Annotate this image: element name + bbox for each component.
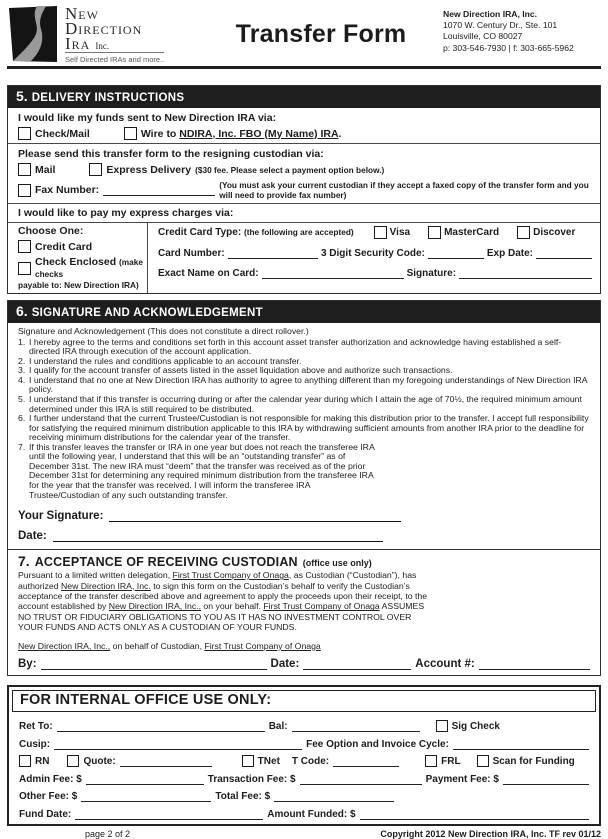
acceptance-text: on your behalf. [201,601,264,612]
other-fee-field[interactable] [81,790,211,802]
check-enclosed-checkbox[interactable] [18,262,31,275]
credit-card-checkbox[interactable] [18,240,31,253]
logo-inc: Inc. [95,41,110,51]
date-field[interactable] [53,529,383,542]
section-5-header [8,86,600,108]
card-type-row [158,226,592,239]
logo-line-2: Direction [65,19,143,38]
company-logo [7,6,199,64]
exp-date-field[interactable] [536,247,592,259]
s7-date-label: Date: [270,657,300,670]
payment-fee-field[interactable] [503,773,589,785]
ack-item-text: I qualify for the account transfer of assets listed in the asset liquidation above and authorize such transactions. [29,365,453,376]
internal-office-use-box [7,685,601,826]
credit-card-label: Credit Card [35,240,93,253]
wire-checkbox[interactable] [124,127,137,140]
section-7-number: 7. [18,553,30,570]
wire-account-name: NDIRA, Inc. FBO (My Name) IRA [179,127,339,140]
acknowledgement-text [8,323,600,500]
s7-date-field[interactable] [303,657,411,670]
ack-item-7 [18,443,590,500]
account-number-label: Account #: [415,657,475,670]
wire-period: . [338,127,342,140]
check-enclosed-note2: payable to: New Direction IRA) [18,280,139,290]
header-divider [7,66,601,69]
tnet-checkbox[interactable] [242,755,254,767]
rn-label: RN [35,756,50,768]
ack-item-text: I understand that no one at New Direction IRA has authority to agree to anything different than my foregoing understandings of New Direction IRA policy. [29,374,588,395]
quote-checkbox[interactable] [67,755,79,767]
fee-option-field[interactable] [453,738,589,750]
admin-fee-field[interactable] [86,773,204,785]
fax-checkbox[interactable] [18,184,31,197]
logo-line-1: New [65,4,99,23]
page-number: page 2 of 2 [85,828,131,839]
section-7-title: ACCEPTANCE OF RECEIVING CUSTODIAN [34,555,298,570]
fund-date-label: Fund Date: [19,808,72,820]
check-enclosed-label [35,256,143,280]
company-contact: p: 303-546-7930 | f: 303-665-5962 [443,42,574,53]
mail-checkbox[interactable] [18,163,31,176]
frl-checkbox[interactable] [425,755,437,767]
check-mail-label: Check/Mail [35,127,90,140]
admin-fee-label: Admin Fee: $ [19,773,82,785]
your-signature-label: Your Signature: [18,510,104,523]
ret-to-row [9,715,599,733]
company-name: New Direction IRA, Inc. [443,9,538,19]
sig-check-label: Sig Check [451,721,500,733]
ack-item-text: I hereby agree to the terms and conditions set forth in this account asset transfer authorization and acknowledge having established a self-directed IRA through execution of the account application. [29,336,562,357]
ack-item-number: 3. [18,365,26,376]
delegation-line [8,641,600,651]
by-label: By: [18,657,37,670]
fund-date-field[interactable] [75,808,263,820]
exact-name-label: Exact Name on Card: [158,267,259,279]
acceptance-text: to sign this form on the Custodian’s behalf to verify the Custodian’s acceptance of the transfer described above and agreement to apply the proceeds upon their receipt, to the account established by [18,580,428,612]
express-delivery-checkbox[interactable] [89,163,102,176]
section-5-title: DELIVERY INSTRUCTIONS [31,92,185,104]
logo-line-3-row [65,36,164,53]
date-label: Date: [18,530,47,543]
page-footer [7,826,601,839]
bal-label: Bal: [268,721,288,733]
section-5-number: 5. [16,88,28,104]
fees-row-2 [9,785,599,803]
security-code-field[interactable] [428,247,484,259]
delegation-text: on behalf of Custodian, [110,640,205,651]
page-header [7,6,601,62]
fund-date-row [9,802,599,820]
scan-for-funding-checkbox[interactable] [477,755,489,767]
payment-area [8,223,600,293]
ack-item-number: 1. [18,336,26,347]
wire-label [141,128,342,140]
ret-to-label: Ret To: [19,721,53,733]
internal-office-title: FOR INTERNAL OFFICE USE ONLY: [12,690,596,712]
send-method-options [8,162,600,179]
discover-label: Discover [533,227,576,238]
section-7-office-note: (office use only) [302,558,372,569]
ack-item-text: I further understand that the current Trustee/Custodian is not responsible for making this distribution prior to the transfer. I accept full responsibility for satisfying the required minimum distribution applicable to this IRA by withdrawing sufficient amounts from another IRA prior to the deadline for receiving minimum distributions for the calendar year of the transfer. [29,413,589,443]
codes-row [9,750,599,768]
check-enclosed-option [18,253,143,280]
frl-label: FRL [441,756,461,768]
check-enclosed-note1: (make checks [35,257,144,279]
ack-item-4 [18,376,590,395]
section-6-title: SIGNATURE AND ACKNOWLEDGEMENT [31,307,263,319]
t-code-field[interactable] [333,755,399,767]
choose-one-label: Choose One: [18,225,84,237]
wire-prefix: Wire to [140,127,180,140]
funds-sent-options [8,126,600,144]
other-fee-label: Other Fee: $ [19,791,78,803]
form-title: Transfer Form [235,20,407,48]
fees-row-1 [9,767,599,785]
company-address1: 1070 W. Century Dr., Ste. 101 [443,20,558,31]
cusip-row [9,732,599,750]
scan-for-funding-label: Scan for Funding [492,756,575,768]
security-code-label: 3 Digit Security Code: [320,247,425,259]
ndira-name-underlined: New Direction IRA, Inc. [60,580,151,591]
ack-item-number: 2. [18,355,26,366]
ack-intro: Signature and Acknowledgement (This does not constitute a direct rollover.) [18,326,309,336]
acceptance-text: , as Custodian (“Custodian”), has authorized [18,570,417,591]
credit-card-detail-column [148,223,600,293]
company-address2: Louisville, CO 80027 [443,31,523,42]
mastercard-label: MasterCard [444,227,500,238]
express-charges-prompt: I would like to pay my express charges via: [8,204,600,223]
acceptance-text: Pursuant to a limited written delegation, [18,570,173,581]
fax-note: (You must ask your current custodian if they accept a faxed copy of the transfer form and you will need to provide fax number) [219,180,589,200]
funds-sent-prompt: I would like my funds sent to New Direction IRA via: [18,112,277,124]
your-signature-field[interactable] [109,509,401,522]
ack-item-text: I understand that if this transfer is occurring during or after the calendar year during which I attain the age of 70½, the required minimum amount determined under this IRA is still required to be distributed. [29,393,582,414]
logo-road-icon [7,6,59,62]
section-6-number: 6. [16,303,28,319]
ack-item-number: 5. [18,393,26,404]
cc-signature-label: Signature: [406,267,457,279]
cusip-field[interactable] [54,738,302,750]
quote-label: Quote: [83,756,116,768]
card-type-note: (the following are accepted) [243,227,354,237]
copyright-text: Copyright 2012 New Direction IRA, Inc. TF rev 01/12 [380,828,601,839]
logo-line-3: Ira [65,34,91,53]
cusip-label: Cusip: [19,738,51,750]
amount-funded-label: Amount Funded: $ [267,808,356,820]
custodian-name-underlined: First Trust Company of Onaga [263,601,380,612]
date-row [8,529,600,549]
total-fee-field[interactable] [274,790,394,802]
tnet-label: TNet [257,756,280,768]
transaction-fee-label: Transaction Fee: $ [207,773,296,785]
ack-item-6 [18,414,590,443]
ack-item-text: If this transfer leaves the transfer or IRA in one year but does not reach the transferee IRA until the following year, I understand that this will be an “outstanding transfer” as of December 31st. The new IRA must “deem” that the transfer was received as of the prior December 31st for determining any required minimum distribution from the transferee IRA for the year that the transfer was received. I will inform the transferee IRA Trustee/Custodian of any such outstanding transfer. [29,441,375,500]
rn-checkbox[interactable] [19,755,31,767]
account-number-field[interactable] [479,657,590,670]
ndira-name-underlined: New Direction IRA, Inc., [18,640,111,651]
section-7-header [8,552,600,570]
ret-to-field[interactable] [57,720,265,732]
fee-option-label: Fee Option and Invoice Cycle: [306,738,449,750]
ack-item-5 [18,395,590,414]
sig-check-checkbox[interactable] [436,720,448,732]
mastercard-checkbox[interactable] [428,226,441,239]
custodian-name-underlined: First Trust Company of Onaga [172,570,289,581]
ack-item-text: I understand the rules and conditions applicable to an account transfer. [29,355,302,366]
section-6-signature-acknowledgement [7,300,601,676]
card-number-field[interactable] [228,247,318,259]
ack-item-number: 6. [18,413,26,424]
payment-choose-column [8,223,148,293]
amount-funded-field[interactable] [360,808,589,820]
section-6-header [8,301,600,323]
fax-option-row [8,179,600,204]
logo-tagline: Self Directed IRAs and more.. [65,55,165,64]
section-5-delivery-instructions [7,85,601,294]
section-7-acceptance [8,549,600,675]
bal-field[interactable] [292,720,420,732]
ack-item-number: 4. [18,374,26,385]
t-code-label: T Code: [291,756,330,768]
card-number-label: Card Number: [158,247,225,259]
fax-label: Fax Number: [35,184,100,196]
name-signature-row [158,267,592,279]
fax-number-field[interactable] [103,184,215,196]
resigning-custodian-prompt: Please send this transfer form to the resigning custodian via: [18,148,324,160]
total-fee-label: Total Fee: $ [215,791,271,803]
acceptance-paragraph [8,570,440,633]
check-enclosed-text: Check Enclosed [35,256,120,268]
visa-label: Visa [389,227,411,238]
cc-signature-field[interactable] [459,267,592,279]
company-address-block [443,6,601,54]
visa-checkbox[interactable] [374,226,387,239]
ack-item-number: 7. [18,441,26,452]
custodian-name-underlined: First Trust Company of Onaga [204,640,321,651]
check-mail-checkbox[interactable] [18,127,31,140]
acceptance-text-caps: ASSUMES NO TRUST OR FIDUCIARY OBLIGATIONS TO YOU AS IT HAS NO INVESTMENT CONTROL OVER YOUR FUNDS AND ACTS ONLY AS A CUSTODIAN OF YOUR FUNDS. [18,601,425,633]
payment-fee-label: Payment Fee: $ [425,773,499,785]
card-type-text: Credit Card Type: [158,227,244,238]
card-type-label [158,227,354,238]
express-delivery-note: ($30 fee. Please select a payment option below.) [195,164,385,175]
exact-name-field[interactable] [262,267,404,279]
discover-checkbox[interactable] [517,226,530,239]
by-field[interactable] [41,657,267,670]
logo-wordmark [65,6,164,64]
quote-field[interactable] [120,755,212,767]
card-number-row [158,247,592,259]
express-delivery-label: Express Delivery [106,163,192,176]
by-date-account-row [8,654,600,675]
credit-card-option [18,237,143,253]
ack-item-1 [18,338,590,357]
mail-label: Mail [35,163,56,176]
exp-date-label: Exp Date: [486,247,533,259]
your-signature-row [8,509,600,522]
ndira-name-underlined: New Direction IRA, Inc., [108,601,202,612]
transaction-fee-field[interactable] [300,773,422,785]
